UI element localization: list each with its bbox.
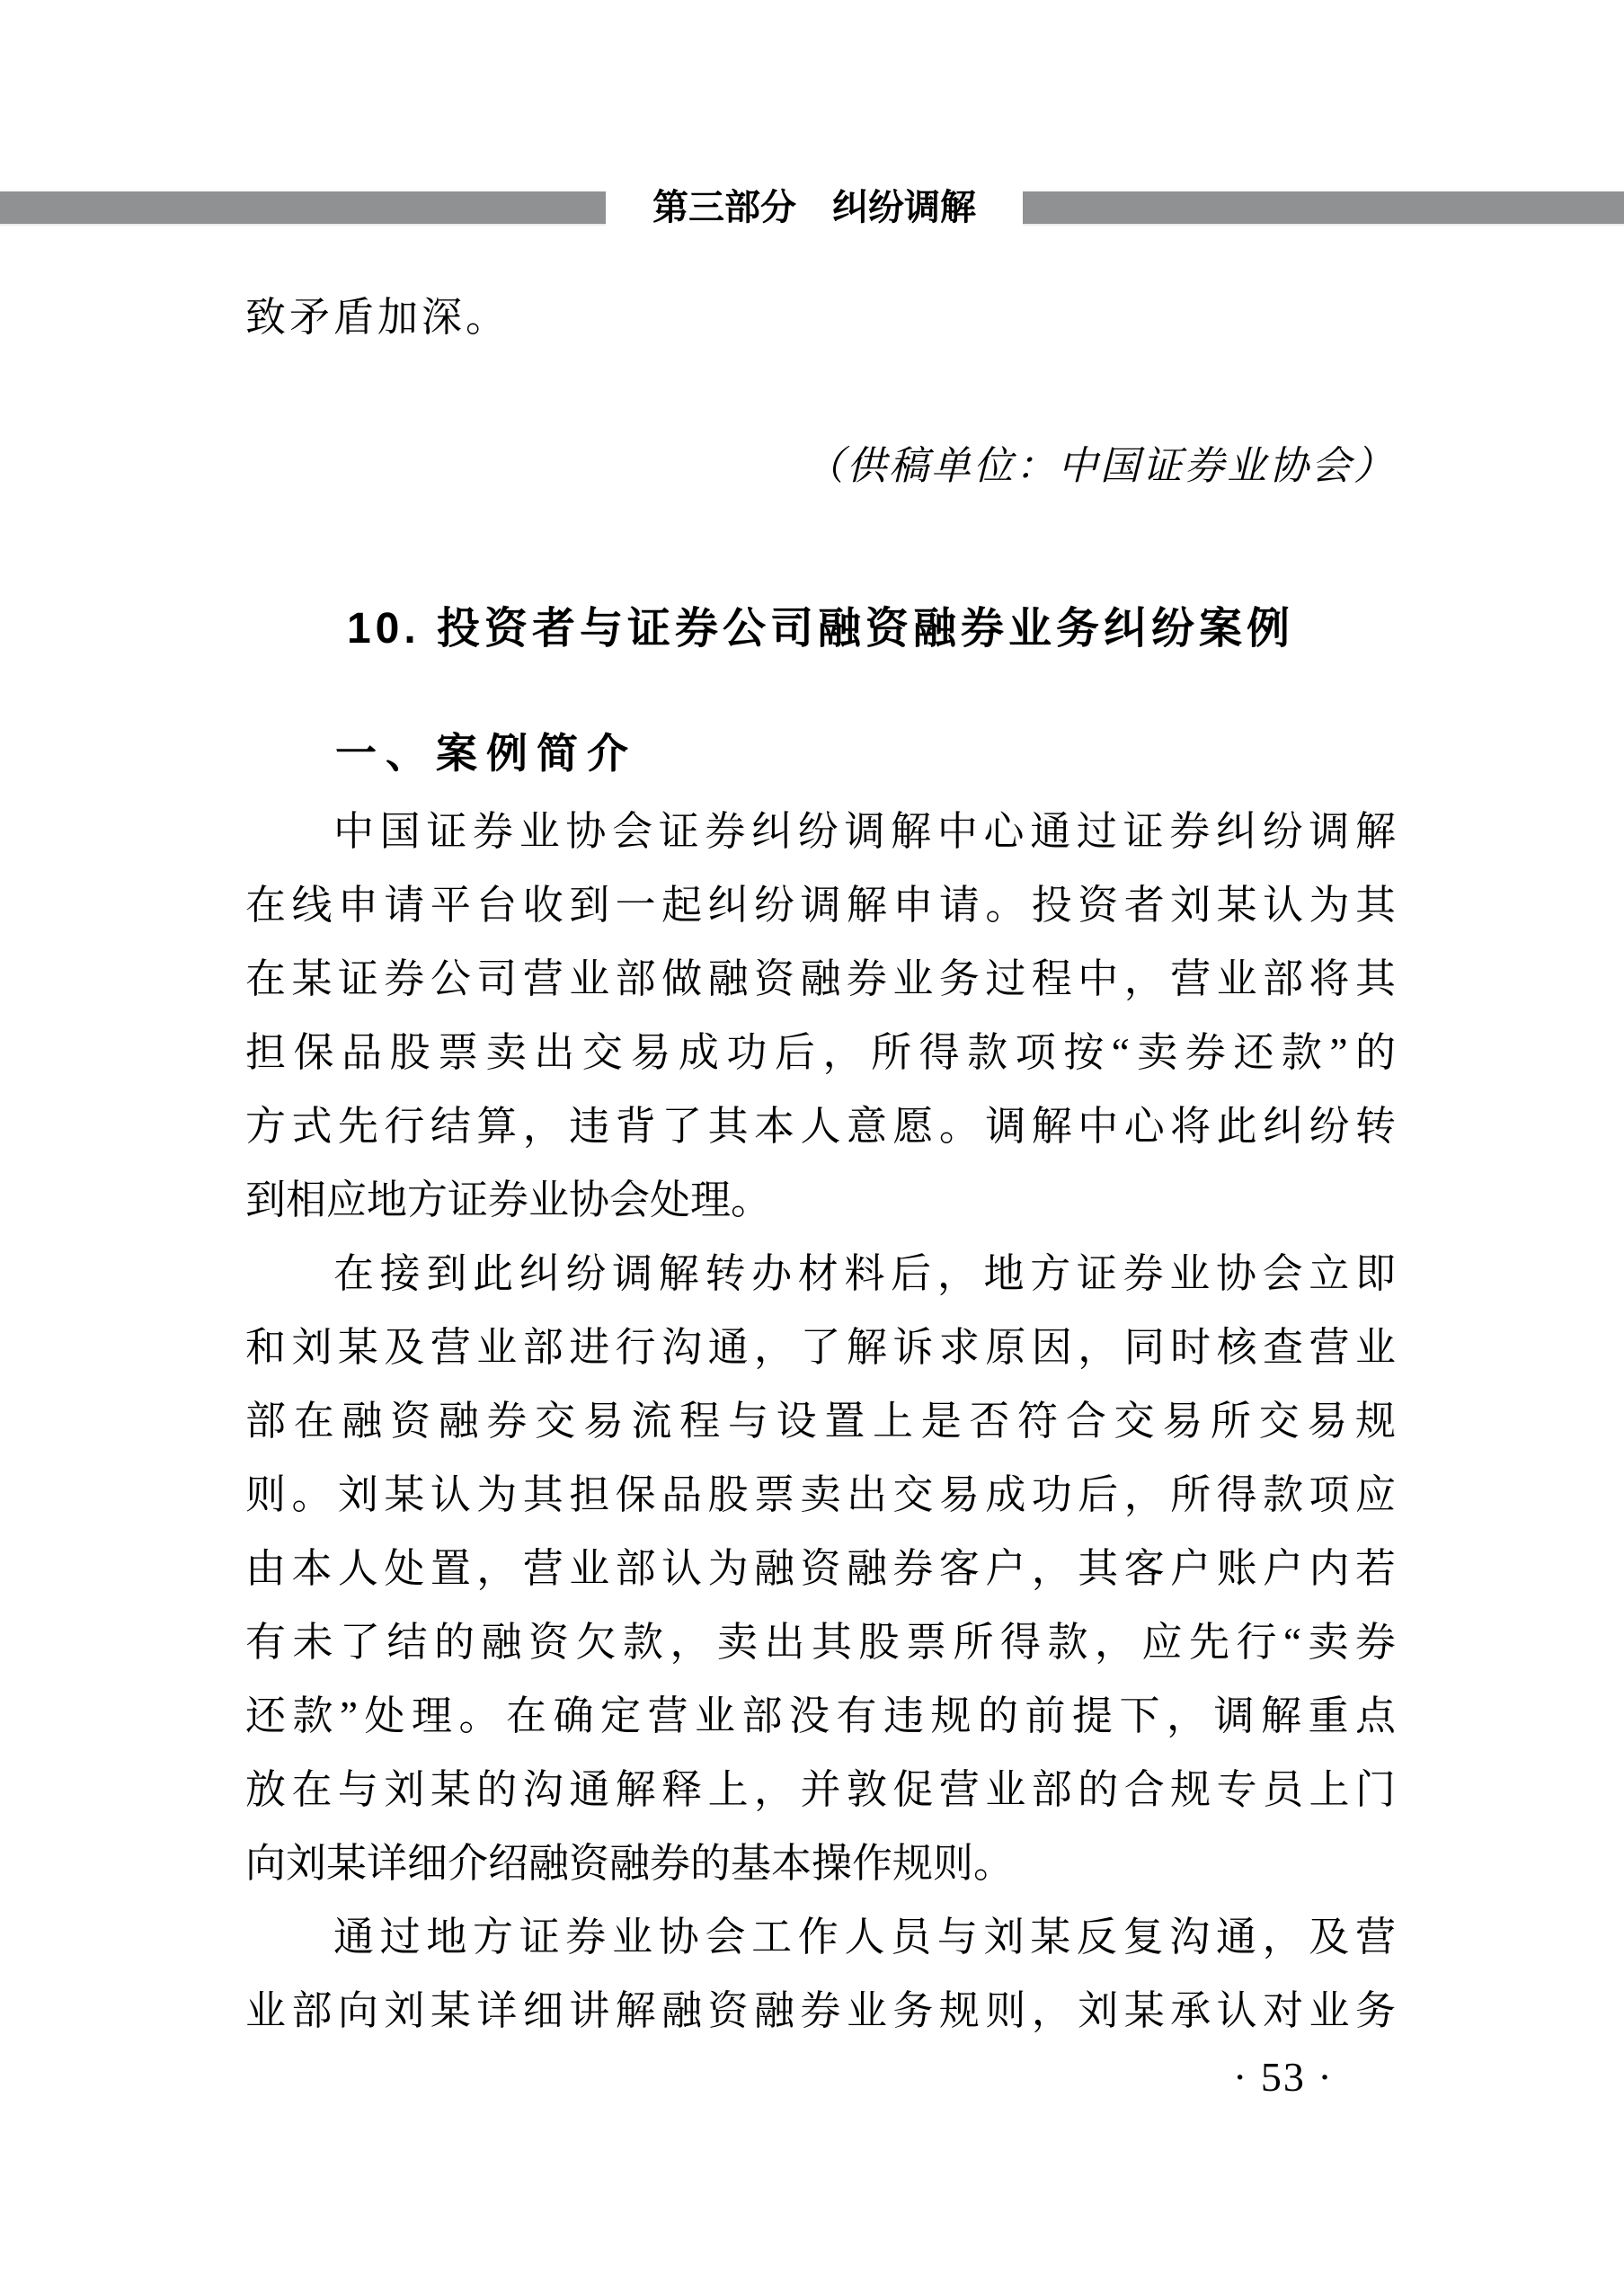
body-line: 通过地方证券业协会工作人员与刘某反复沟通，及营: [333, 1915, 1396, 1960]
body-line: 由本人处置，营业部认为融资融券客户，其客户账户内若: [245, 1546, 1396, 1591]
carryover-paragraph-end: 致矛盾加深。: [245, 295, 510, 340]
body-line: 放在与刘某的沟通解释上，并敦促营业部的合规专员上门: [245, 1767, 1396, 1812]
contributor-credit: （供稿单位：中国证券业协会）: [804, 444, 1396, 488]
section-heading: 10. 投资者与证券公司融资融券业务纠纷案例: [346, 605, 1295, 653]
body-line: 中国证券业协会证券纠纷调解中心通过证券纠纷调解: [333, 809, 1396, 854]
body-line: 担保品股票卖出交易成功后，所得款项按“卖券还款”的: [245, 1030, 1396, 1075]
header-rule-left: [0, 191, 606, 224]
header-title: 第三部分 纠纷调解: [652, 188, 976, 227]
body-line: 有未了结的融资欠款，卖出其股票所得款，应先行“卖券: [245, 1620, 1396, 1665]
body-line: 方式先行结算，违背了其本人意愿。调解中心将此纠纷转: [245, 1104, 1396, 1149]
body-line: 业部向刘某详细讲解融资融券业务规则，刘某承认对业务: [245, 1988, 1396, 2033]
subsection-heading: 一、案例简介: [335, 730, 637, 777]
body-line: 还款”处理。在确定营业部没有违规的前提下，调解重点: [245, 1693, 1396, 1738]
page-number: · 53 ·: [1233, 2054, 1334, 2100]
page-header: [0, 188, 1624, 227]
body-line: 在某证券公司营业部做融资融券业务过程中，营业部将其: [245, 956, 1396, 1001]
body-line: 向刘某详细介绍融资融券的基本操作规则。: [245, 1841, 1015, 1886]
body-line: 和刘某及营业部进行沟通，了解诉求原因，同时核查营业: [245, 1325, 1396, 1370]
body-line: 在线申请平台收到一起纠纷调解申请。投资者刘某认为其: [245, 883, 1396, 928]
body-line: 在接到此纠纷调解转办材料后，地方证券业协会立即: [333, 1251, 1396, 1296]
body-paragraphs: [245, 795, 1396, 2048]
header-rule-right: [1023, 191, 1624, 224]
body-line: 部在融资融券交易流程与设置上是否符合交易所交易规: [245, 1399, 1396, 1444]
body-line: 到相应地方证券业协会处理。: [245, 1178, 772, 1222]
body-line: 则。刘某认为其担保品股票卖出交易成功后，所得款项应: [245, 1472, 1396, 1517]
